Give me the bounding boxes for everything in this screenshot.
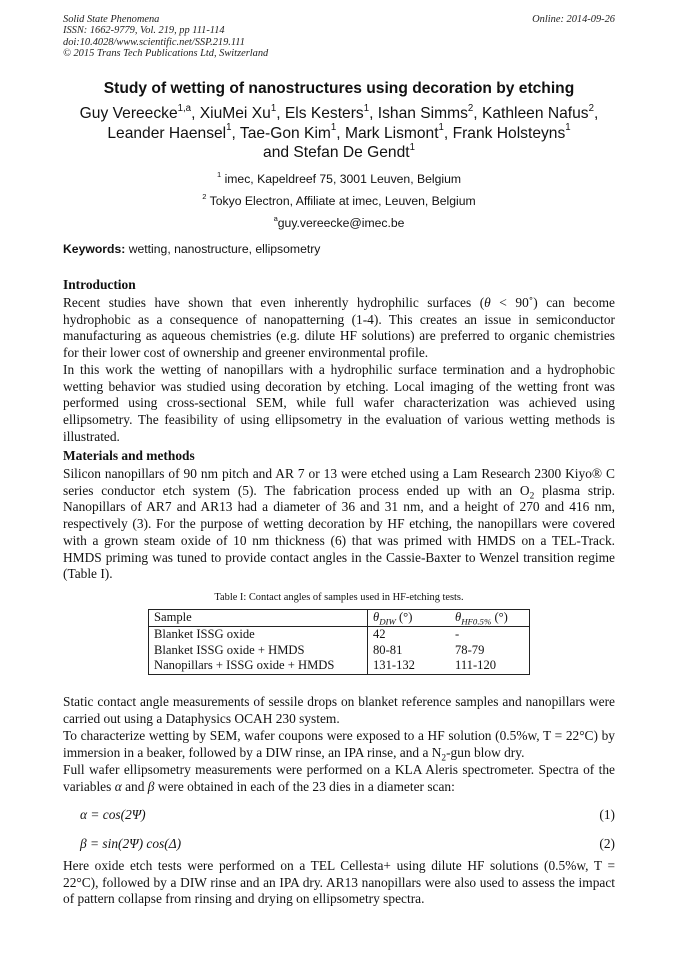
section-heading-introduction: Introduction (63, 277, 136, 292)
author: Guy Vereecke (79, 105, 178, 122)
journal-header (63, 14, 615, 60)
affiliation-2: $^2$ Tokyo Electron, Affiliate at imec, Leuven, Belgium (202, 192, 476, 208)
table-row: Blanket ISSG oxide 42 - (149, 626, 530, 642)
table-header-row: Sample $\theta_{DIW}$ (°) $\theta_{HF0.5\%}$ (°) (149, 610, 530, 627)
paragraph: Here oxide etch tests were performed on a TEL Cellesta+ using dilute HF solutions (0.5%w, T = 22°C), followed by a DIW rinse and an IPA dry. AR13 nanopillars were also used to assess the impact of pattern collapse from rinsing and drying on ellipsometry spectra. (63, 858, 615, 907)
online-date: Online: 2014-09-26 (532, 14, 615, 25)
issn: ISSN: 1662-9779, Vol. 219, pp 111-114 (63, 25, 225, 37)
author: XiuMei Xu (199, 105, 271, 122)
author: Ishan Simms (377, 105, 468, 122)
paragraph: In this work the wetting of nanopillars with a hydrophilic surface termination and a hydrophobic wetting behavior was studied using decoration by etching. Local imaging of the wetting front was performed using cross-sectional SEM, while full wafer characterization was achieved using ellipsometry. The feasibility of using ellipsometry in the evaluation of various wetting methods is illustrated. (63, 362, 615, 444)
author: Mark Lismont (344, 124, 439, 142)
paragraph: To characterize wetting by SEM, wafer coupons were exposed to a HF solution (0.5%w, T = 22°C) by immersion in a beaker, followed by a DIW rinse, an IPA rinse, and a $N_2$-gun blow dry. (63, 728, 615, 764)
table-row: Nanopillars + ISSG oxide + HMDS 131-132 111-120 (149, 658, 530, 674)
author: Els Kesters (284, 105, 364, 122)
affiliation-1: $^1$ imec, Kapeldreef 75, 3001 Leuven, Belgium (216, 170, 462, 186)
paper-title: Study of wetting of nanostructures using decoration by etching (103, 80, 575, 97)
section-heading-methods: Materials and methods (63, 448, 195, 463)
table-row: Blanket ISSG oxide + HMDS 80-81 78-79 (149, 643, 530, 659)
author: Tae-Gon Kim (239, 124, 331, 142)
paragraph: Silicon nanopillars of 90 nm pitch and AR 7 or 13 were etched using a Lam Research 2300 Kiyo® C series conductor etch system (5). The fabrication process ended up with an $O_2$ plasma strip. Nanopillars of AR7 and AR13 had a diameter of 36 and 31 nm, and a height of 270 and 416 nm, respectively (3). For the purpose of wetting decoration by HF etching, the nanopillars were covered with a grown steam oxide of 10 nm thickness (6) that was primed with HMDS on a TEL-Track. HMDS priming was tuned to provide contact angles in the Cassie-Baxter to Wenzel transition regime (Table I). (63, 466, 616, 582)
table-caption: Table I: Contact angles of samples used in HF-etching tests. (214, 592, 464, 603)
equation-1: α = cos(2Ψ) (1) (80, 807, 615, 822)
author-list: Guy Vereecke$^{1,a}$, XiuMei Xu$^1$, Els Kesters$^1$, Ishan Simms$^2$, Kathleen Nafus$^2$, Leander Haensel$^1$, Tae-Gon Kim$^1$, Mark Lismont$^1$, Frank Holsteyns$^1$ and Stefan De Gendt$^1$ (79, 102, 599, 161)
email: $^a$guy.vereecke@imec.be (273, 214, 405, 230)
contact-angle-table (148, 609, 530, 675)
copyright: © 2015 Trans Tech Publications Ltd, Switzerland (63, 48, 269, 60)
doi: doi:10.4028/www.scientific.net/SSP.219.111 (63, 36, 245, 48)
author: Stefan De Gendt (293, 144, 410, 161)
keywords: Keywords: wetting, nanostructure, ellipsometry (63, 242, 321, 256)
author: Leander Haensel (107, 124, 227, 142)
author: Kathleen Nafus (481, 105, 589, 122)
author: Frank Holsteyns (452, 124, 566, 142)
equation-2: β = sin(2Ψ) cos(Δ) (2) (80, 836, 615, 851)
paragraph: Full wafer ellipsometry measurements were performed on a KLA Aleris spectrometer. Spectra of the variables α and β were obtained in each of the 23 dies in a diameter scan: (63, 762, 615, 794)
paragraph: Static contact angle measurements of sessile drops on blanket reference samples and nanopillars were carried out using a Dataphysics OCAH 230 system. (63, 694, 615, 726)
paragraph: Recent studies have shown that even inherently hydrophilic surfaces (θ < 90˚) can become hydrophobic as a consequence of nanopatterning (1-4). This creates an issue in semiconductor manufacturing as aqueous chemistries (e.g. dilute HF solutions) are preferred to organic chemistries for their lower cost of ownership and greener environmental profile. (63, 295, 615, 361)
journal-name: Solid State Phenomena (63, 14, 160, 25)
